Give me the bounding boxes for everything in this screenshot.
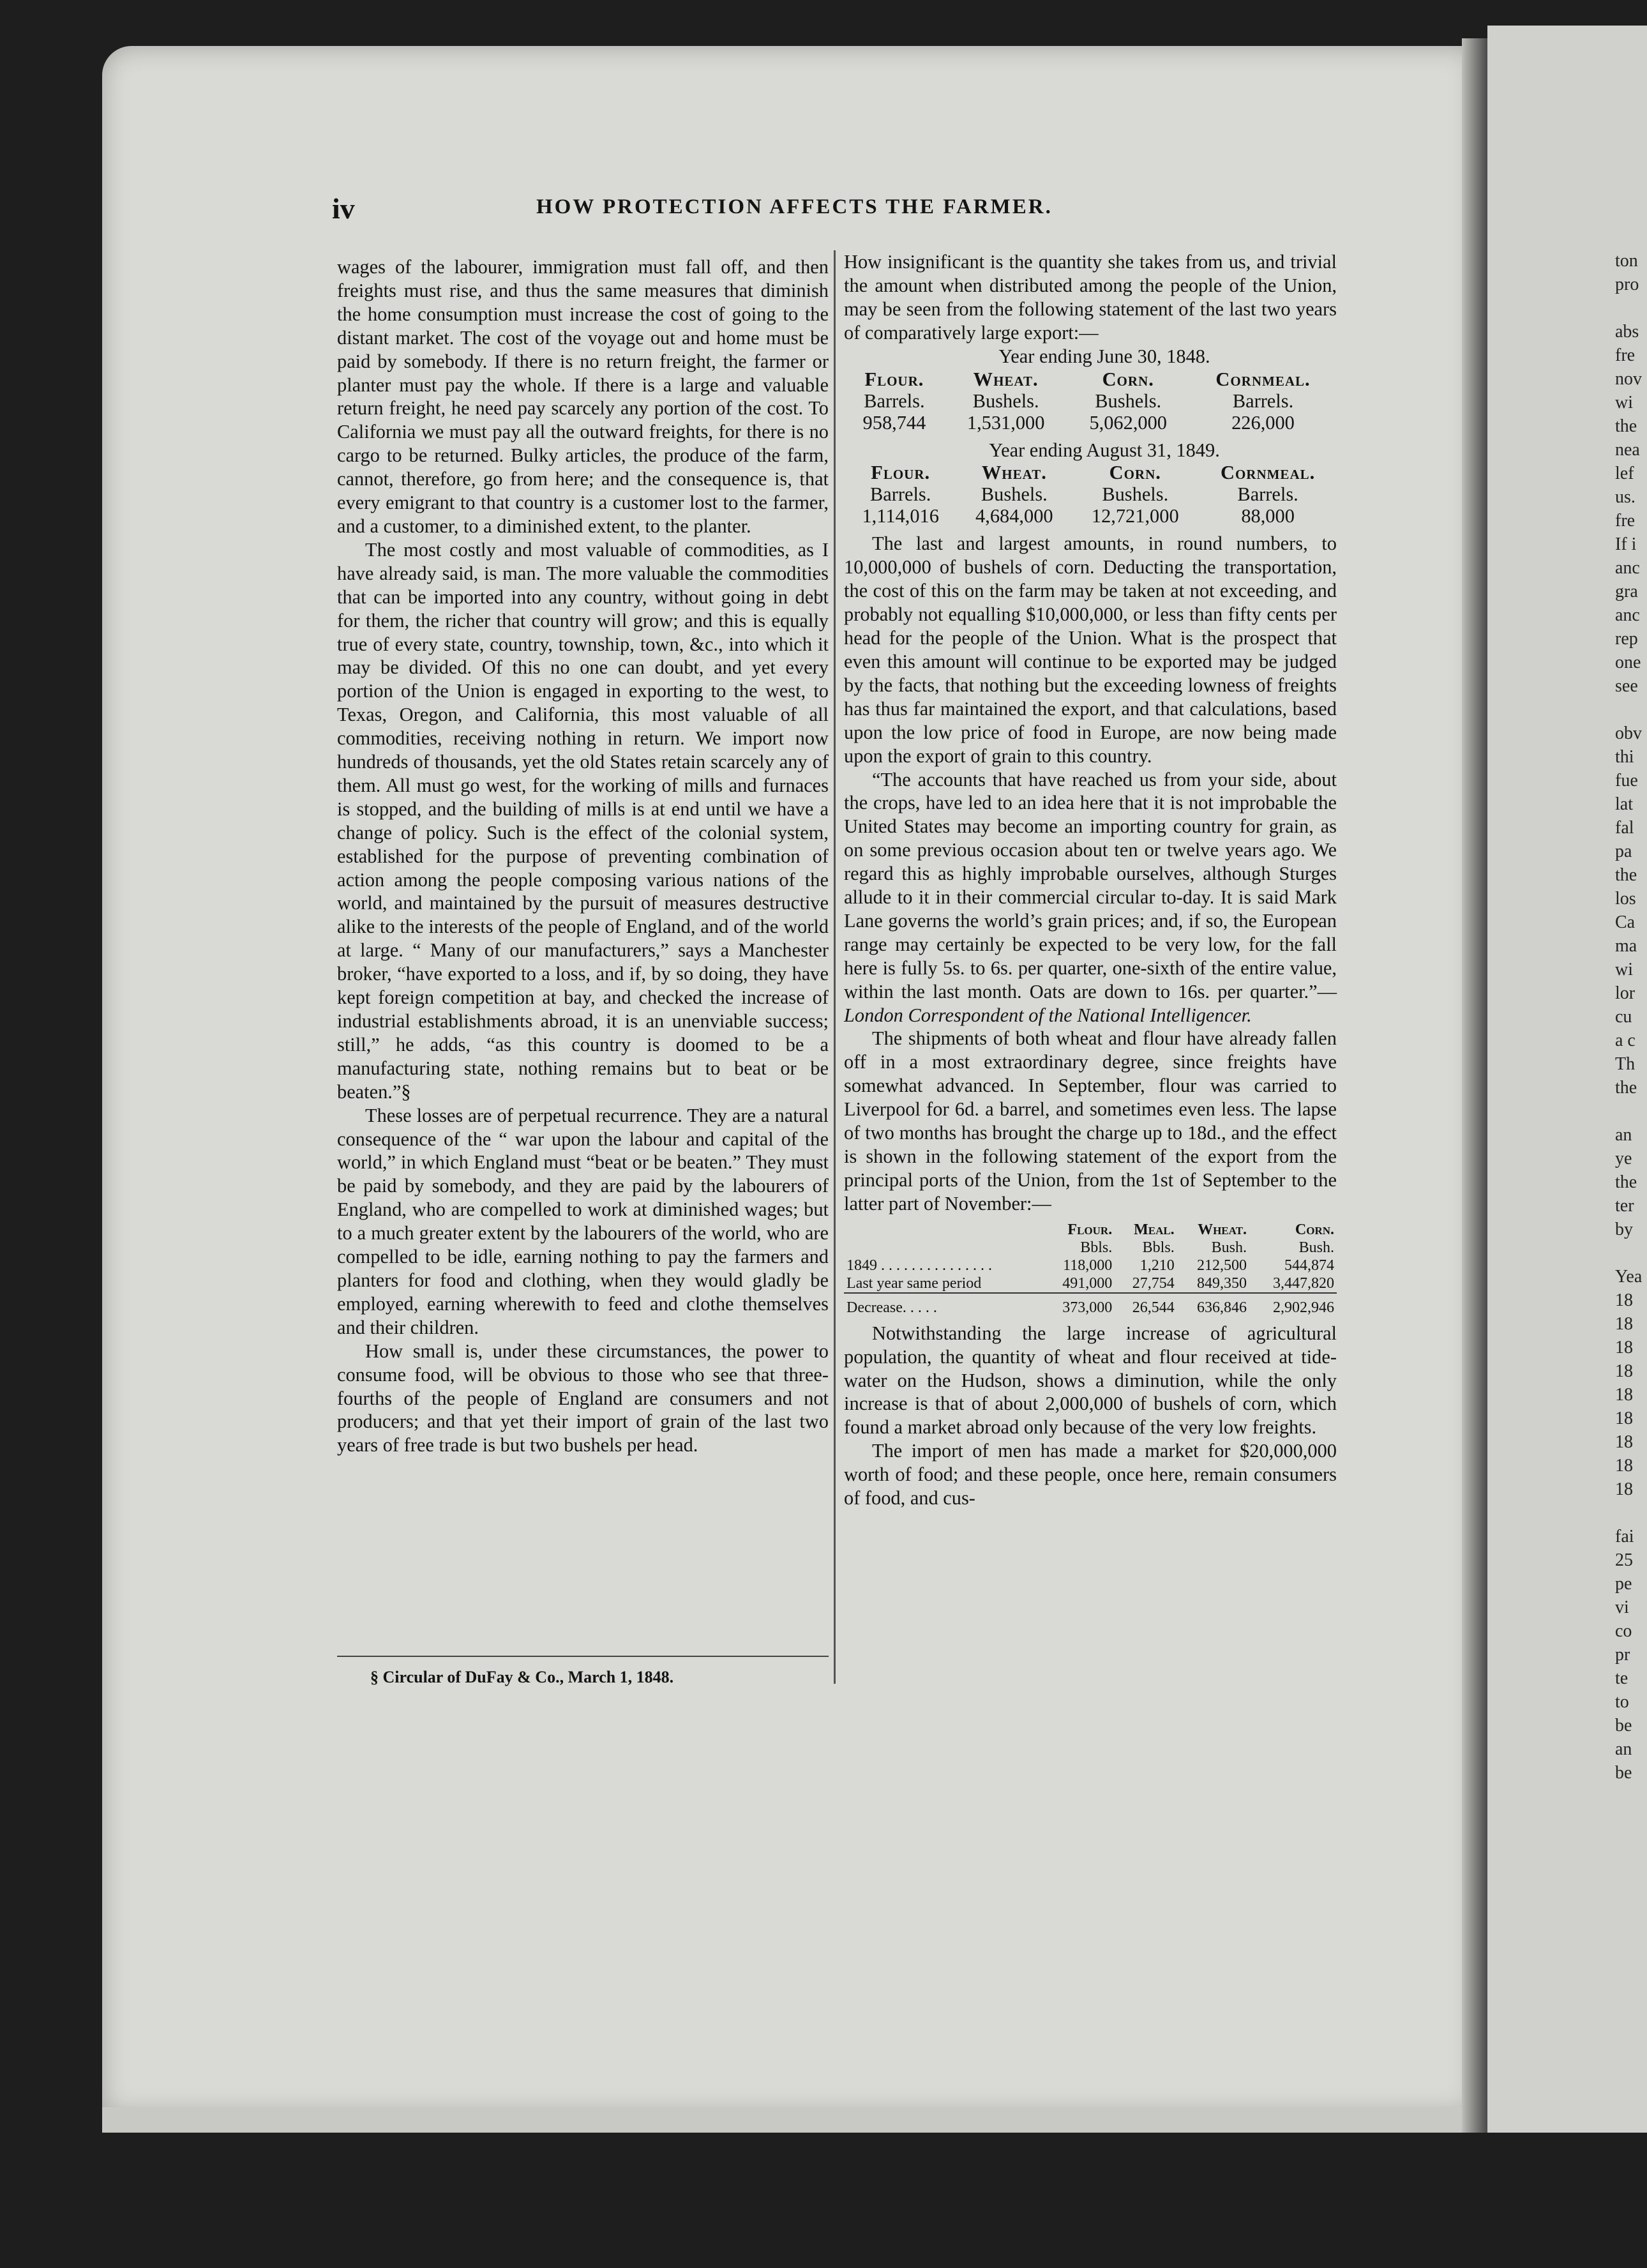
adjacent-page-text: nov — [1615, 369, 1642, 389]
table-row — [844, 1274, 1337, 1293]
table-heading: Year ending June 30, 1848. — [998, 345, 1210, 367]
adjacent-page-text: vi — [1615, 1598, 1629, 1617]
value-cell: 958,744 — [862, 411, 926, 434]
adjacent-page-text: an — [1615, 1125, 1632, 1145]
adjacent-page-text: pr — [1615, 1645, 1630, 1665]
column-header: Wheat. — [981, 462, 1047, 484]
unit-cell: Bbls. — [1080, 1239, 1113, 1256]
adjacent-page-text: see — [1615, 676, 1638, 696]
unit-cell: Bbls. — [1142, 1239, 1175, 1256]
column-header: Flour. — [871, 462, 931, 484]
adjacent-page-text: rep — [1615, 629, 1638, 649]
paragraph: wages of the labourer, immigration must fall off, and then freights must rise, and thus the same measures that diminish the home consumption must increase the cost of going to the distant market. The cost of the voyage out and home must be paid by somebody. If there is no return freight, the farmer or planter must pay the whole. If there is a large and valuable return freight, he need pay scarcely any portion of the cost. To California we must pay all the outward freights, for there is no cargo to be returned. Bulky articles, the produce of the farm, cannot, therefore, go from here; and the consequence is, that every emigrant to that country is a customer lost to the farmer, and a customer, to a diminished extent, to the planter. — [337, 256, 829, 537]
column-header: Meal. — [1134, 1221, 1175, 1238]
value-cell: 849,350 — [1196, 1274, 1247, 1292]
left-column — [337, 255, 829, 1457]
value-cell: 491,000 — [1062, 1274, 1113, 1292]
adjacent-page-text: fal — [1615, 818, 1634, 838]
unit-cell: Bush. — [1298, 1239, 1334, 1256]
adjacent-page-text: ma — [1615, 936, 1637, 956]
right-column — [844, 250, 1337, 1510]
value-cell: 1,531,000 — [966, 411, 1045, 434]
adjacent-page-text: 18 — [1615, 1432, 1633, 1452]
adjacent-page-text: gra — [1615, 582, 1638, 601]
value-cell: 373,000 — [1042, 1293, 1115, 1317]
value-cell: 26,544 — [1115, 1293, 1177, 1317]
adjacent-page-text: te — [1615, 1668, 1628, 1688]
adjacent-page-text: pro — [1615, 275, 1639, 294]
export-table-1848 — [844, 368, 1337, 434]
column-header: Flour. — [864, 368, 924, 390]
adjacent-page-text: wi — [1615, 960, 1633, 979]
value-cell: 1,114,016 — [862, 505, 939, 527]
adjacent-page-text: to — [1615, 1692, 1629, 1712]
paragraph: The most costly and most valuable of commodities, as I have already said, is man. The more valuable the commodities that can be imported into any country, without going in debt for them, the richer that country will grow; and this is equally true of every state, country, township, town, &c., into which it may be divided. Of this no one can doubt, and yet every portion of the Union is engaged in exporting to the west, to Texas, Oregon, and California, this most valuable of all commodities, receiving nothing in return. We import now hundreds of thousands, yet the old States retain scarcely any of them. All must go west, for the working of mills and furnaces is stopped, and the building of mills is at end until we have a change of policy. Such is the effect of the colonial system, established for the purpose of preventing combination of action among the people composing various nations of the world, and maintained by the pursuit of measures destructive alike to the interests of the people of England, and of the world at large. “ Many of our manufacturers,” says a Manchester broker, “have exported to a loss, and if, by so doing, they have kept foreign competition at bay, and checked the increase of industrial establishments abroad, it is an unenviable success; still,” he adds, “as this country is doomed to be a manufacturing state, nothing remains but to beat or be beaten.”§ — [337, 538, 829, 1103]
adjacent-page-text: pa — [1615, 842, 1632, 861]
adjacent-page-text: 18 — [1615, 1456, 1633, 1476]
page-header — [332, 192, 1334, 223]
paragraph: How small is, under these circumstances, the power to consume food, will be obvious to those who see that three-fourths of the people of England are consumers and not producers; and that yet their import of grain of the last two years of free trade is but two bushels per head. — [337, 1340, 829, 1456]
unit-cell: Bushels. — [981, 483, 1048, 506]
value-cell: 12,721,000 — [1091, 505, 1179, 527]
table-total-row — [844, 1293, 1337, 1317]
adjacent-page-text: an — [1615, 1739, 1632, 1759]
adjacent-page-text: los — [1615, 889, 1636, 909]
unit-cell: Barrels. — [1232, 389, 1294, 412]
paragraph: The last and largest amounts, in round numbers, to 10,000,000 of bushels of corn. Deducting the transportation, the cost of this on the farm may be taken at not exceeding, and probably not equalling $10,000,000, or less than fifty cents per head for the people of the Union. What is the prospect that even this amount will continue to be exported may be judged by the facts, that nothing but the exceeding lowness of freights has thus far maintained the export, and that calculations, based upon the low price of food in Europe, are now being made upon the export of grain to this country. — [844, 533, 1337, 767]
adjacent-page-text: wi — [1615, 393, 1633, 412]
running-title: HOW PROTECTION AFFECTS THE FARMER. — [536, 195, 1053, 218]
adjacent-page-text: 18 — [1615, 1314, 1633, 1334]
adjacent-page-text: 18 — [1615, 1338, 1633, 1357]
adjacent-page-text: fre — [1615, 511, 1636, 531]
quotation-text: “The accounts that have reached us from your side, about the crops, have led to an idea here that it is not improbable the United States may become an importing country for grain, as on some previous occasion about ten or twelve years ago. We regard this as highly improbable ourselves, although Sturges allude to it in their commercial circular to-day. It is said Mark Lane governs the world’s grain prices; and, if so, the European range may certainly be expected to be very low, for the fall here is fully 5s. to 6s. per quarter, one-sixth of the entire value, within the last month. Oats are down to 16s. per quarter.”— — [844, 768, 1337, 1002]
shipment-table — [844, 1221, 1337, 1317]
page-number: iv — [332, 192, 355, 225]
row-label: Last year same period — [846, 1274, 982, 1292]
paragraph: The import of men has made a market for $20,000,000 worth of food; and these people, once here, remain consumers of food, and cus- — [844, 1440, 1337, 1509]
value-cell: 2,902,946 — [1249, 1293, 1337, 1317]
table-heading: Year ending August 31, 1849. — [989, 439, 1220, 461]
adjacent-page-text: lat — [1615, 794, 1633, 814]
quotation-paragraph — [844, 768, 1337, 1027]
adjacent-page-text: cu — [1615, 1007, 1632, 1027]
footnote: § Circular of DuFay & Co., March 1, 1848. — [370, 1668, 674, 1686]
column-header: Flour. — [1067, 1221, 1113, 1238]
value-cell: 88,000 — [1241, 505, 1295, 527]
value-cell: 212,500 — [1196, 1257, 1247, 1274]
table-row — [844, 1257, 1337, 1274]
adjacent-page-text: 18 — [1615, 1361, 1633, 1381]
export-table-1849 — [844, 462, 1337, 527]
adjacent-page-text: anc — [1615, 605, 1640, 625]
adjacent-page-text: be — [1615, 1716, 1632, 1735]
adjacent-page-text: lef — [1615, 464, 1634, 483]
paragraph: Notwithstanding the large increase of agricultural population, the quantity of wheat and flour received at tide-water on the Hudson, shows a diminution, while the only increase is that of about 2,000,000 of bushels of corn, which found a market abroad only because of the very low freights. — [844, 1322, 1337, 1439]
adjacent-page-text: Ca — [1615, 912, 1636, 932]
value-cell: 4,684,000 — [975, 505, 1053, 527]
value-cell: 27,754 — [1132, 1274, 1175, 1292]
adjacent-page-text: the — [1615, 865, 1637, 885]
adjacent-page-text: abs — [1615, 322, 1639, 342]
adjacent-page-text: Yea — [1615, 1267, 1643, 1287]
paragraph: How insignificant is the quantity she takes from us, and trivial the amount when distributed among the people of the Union, may be seen from the following statement of the last two years of comparatively large export:— — [844, 251, 1337, 344]
adjacent-page-text: ter — [1615, 1196, 1634, 1216]
column-divider — [834, 250, 836, 1684]
adjacent-page-text: 18 — [1615, 1479, 1633, 1499]
column-header: Cornmeal. — [1221, 462, 1316, 484]
paragraph: These losses are of perpetual recurrence. They are a natural consequence of the “ war upon the labour and capital of the world,” in which England must “beat or be beaten.” They must be paid by somebody, and they are paid by the labourers of England, who are compelled to work at diminished wages; but to a much greater extent by the labourers of the world, who are compelled to be idle, earning nothing to pay the farmers and planters for food and clothing, when they would gladly be employed, earning wherewith to feed and clothe themselves and their children. — [337, 1104, 829, 1338]
adjacent-page-text: one — [1615, 653, 1641, 672]
row-label: Decrease. . . . . — [844, 1293, 1042, 1317]
page-bottom-edge — [102, 2107, 1475, 2133]
paragraph: The shipments of both wheat and flour have already fallen off in a most extraordinary degree, since freights have somewhat advanced. In September, flour was carried to Liverpool for 6d. a barrel, and sometimes even less. The lapse of two months has brought the charge up to 18d., and the effect is shown in the following statement of the export from the principal ports of the Union, from the 1st of September to the latter part of November:— — [844, 1027, 1337, 1214]
adjacent-page-text: lor — [1615, 983, 1636, 1003]
value-cell: 636,846 — [1177, 1293, 1249, 1317]
value-cell: 1,210 — [1139, 1257, 1175, 1274]
column-header: Wheat. — [973, 368, 1039, 390]
unit-cell: Bushels. — [1095, 389, 1162, 412]
adjacent-page-text: anc — [1615, 558, 1640, 578]
adjacent-page-text: a c — [1615, 1031, 1636, 1050]
value-cell: 118,000 — [1063, 1257, 1113, 1274]
adjacent-page-text: 18 — [1615, 1385, 1633, 1405]
adjacent-page-text: the — [1615, 1172, 1637, 1192]
column-header: Corn. — [1295, 1221, 1334, 1238]
value-cell: 226,000 — [1231, 411, 1295, 434]
unit-cell: Bushels. — [1102, 483, 1169, 506]
adjacent-page-text: the — [1615, 416, 1637, 436]
adjacent-page-text: 18 — [1615, 1290, 1633, 1310]
quotation-source: London Correspondent of the National Intelligencer. — [844, 1004, 1252, 1026]
adjacent-page-text: by — [1615, 1220, 1633, 1239]
adjacent-page-text: 25 — [1615, 1550, 1633, 1570]
unit-cell: Bush. — [1211, 1239, 1247, 1256]
value-cell: 544,874 — [1284, 1257, 1334, 1274]
adjacent-page-text: pe — [1615, 1574, 1632, 1594]
footnote-rule — [337, 1656, 829, 1657]
adjacent-page-text: ton — [1615, 251, 1638, 271]
unit-cell: Barrels. — [870, 483, 931, 506]
value-cell: 5,062,000 — [1089, 411, 1167, 434]
adjacent-page-text: fre — [1615, 345, 1636, 365]
column-header: Wheat. — [1198, 1221, 1247, 1238]
adjacent-page-text: fai — [1615, 1527, 1634, 1546]
adjacent-page-text: obv — [1615, 723, 1642, 743]
adjacent-page-text: the — [1615, 1078, 1637, 1098]
adjacent-page-text: ye — [1615, 1149, 1632, 1168]
adjacent-page-text: be — [1615, 1763, 1632, 1783]
column-header: Cornmeal. — [1215, 368, 1311, 390]
unit-cell: Barrels. — [864, 389, 925, 412]
adjacent-page-text: us. — [1615, 487, 1636, 507]
adjacent-page-text: 18 — [1615, 1409, 1633, 1428]
adjacent-page-text: Th — [1615, 1054, 1636, 1074]
unit-cell: Bushels. — [972, 389, 1039, 412]
adjacent-page-text: fue — [1615, 771, 1638, 790]
gutter-shadow — [1462, 38, 1487, 2133]
row-label: 1849 . . . . . . . . . . . . . . . — [846, 1257, 992, 1274]
column-header: Corn. — [1109, 462, 1161, 484]
adjacent-page-text: If i — [1615, 534, 1637, 554]
adjacent-page-fragment — [1487, 26, 1647, 2133]
adjacent-page-text: co — [1615, 1621, 1632, 1641]
unit-cell: Barrels. — [1237, 483, 1298, 506]
adjacent-page-text: thi — [1615, 747, 1634, 767]
value-cell: 3,447,820 — [1273, 1274, 1334, 1292]
adjacent-page-text: nea — [1615, 440, 1640, 460]
column-header: Corn. — [1102, 368, 1154, 390]
